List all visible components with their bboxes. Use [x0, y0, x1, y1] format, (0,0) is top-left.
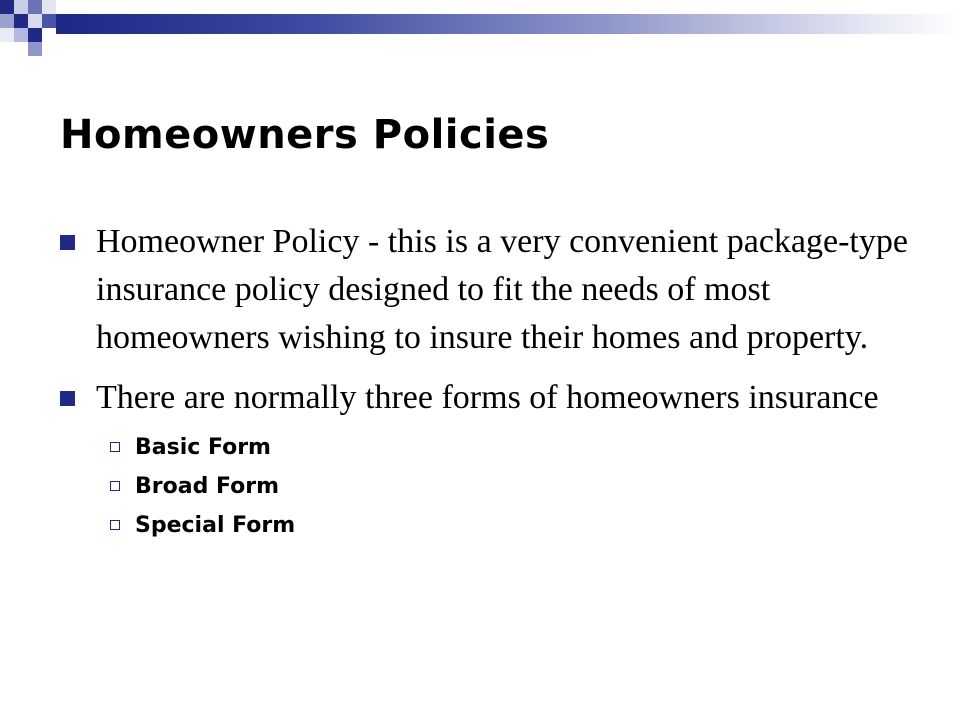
deco-square	[0, 28, 14, 42]
deco-square	[0, 14, 14, 28]
header-gradient-band	[74, 14, 960, 34]
bullet-list	[60, 218, 920, 545]
header-decoration	[0, 0, 960, 60]
deco-square	[28, 14, 42, 28]
square-bullet-icon	[60, 391, 75, 406]
deco-square	[28, 42, 42, 56]
hollow-square-bullet-icon	[110, 481, 120, 491]
hollow-square-bullet-icon	[110, 442, 120, 452]
bullet-item	[60, 218, 920, 362]
bullet-item	[60, 374, 920, 545]
deco-square	[28, 0, 42, 14]
sub-bullet-list	[96, 428, 920, 545]
sub-bullet-item	[96, 506, 920, 545]
deco-square	[42, 14, 56, 28]
bullet-text: There are normally three forms of homeowners insurance	[96, 379, 879, 416]
hollow-square-bullet-icon	[110, 520, 120, 530]
deco-square	[14, 28, 28, 42]
deco-square	[28, 28, 42, 42]
sub-bullet-item	[96, 467, 920, 506]
sub-bullet-text: Basic Form	[135, 435, 271, 460]
slide-title: Homeowners Policies	[60, 112, 550, 158]
sub-bullet-text: Special Form	[135, 513, 296, 538]
bullet-text: Homeowner Policy - this is a very convenient package-type insurance policy designed to fit the needs of most homeowners wishing to insure their homes and property.	[96, 223, 908, 356]
deco-square	[42, 0, 56, 14]
deco-square	[14, 14, 28, 28]
deco-square	[14, 0, 28, 14]
sub-bullet-text: Broad Form	[135, 474, 280, 499]
sub-bullet-item	[96, 428, 920, 467]
deco-square	[0, 0, 14, 14]
deco-square	[56, 14, 74, 34]
square-bullet-icon	[60, 235, 75, 250]
